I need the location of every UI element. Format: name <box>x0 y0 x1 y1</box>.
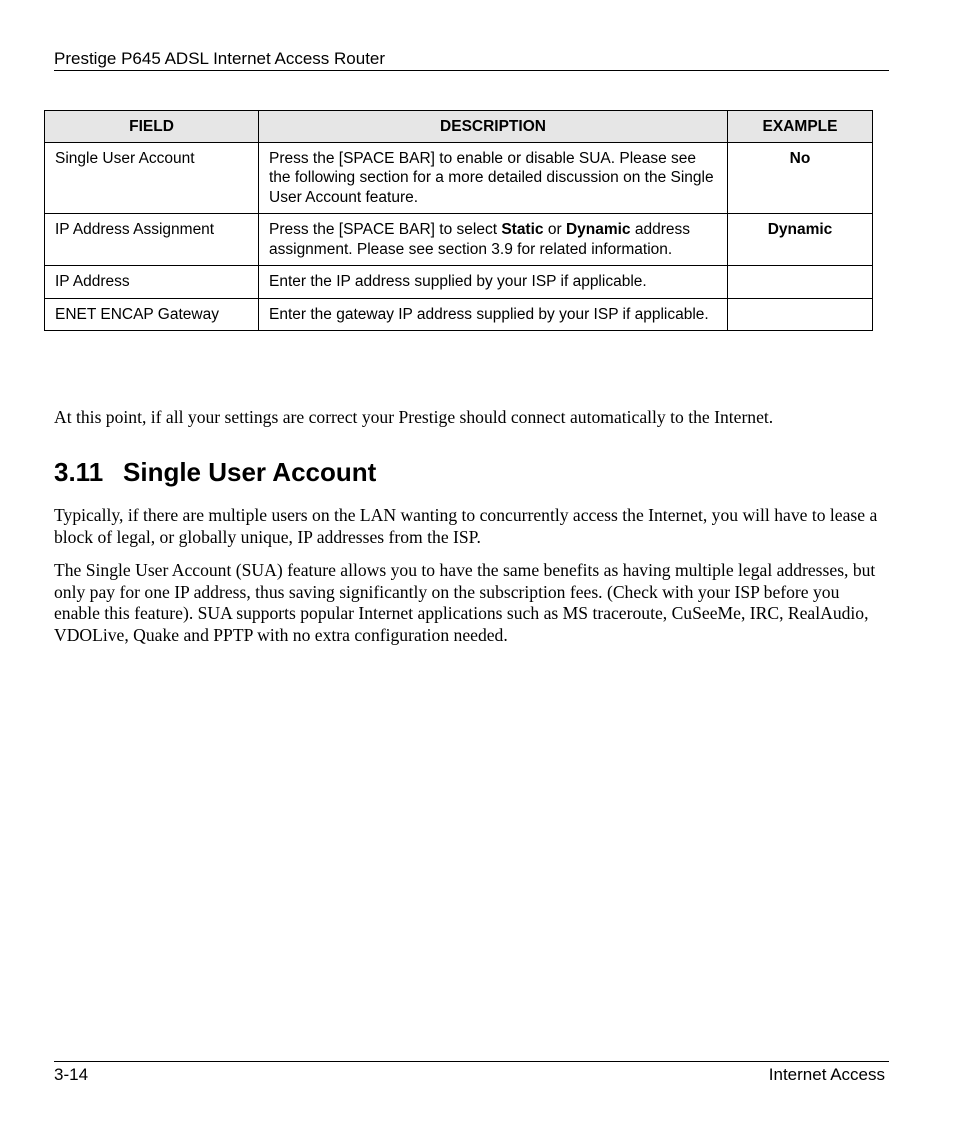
example-cell <box>728 298 873 331</box>
description-bold-dynamic: Dynamic <box>565 221 631 238</box>
column-header-field: FIELD <box>45 111 259 143</box>
example-cell: Dynamic <box>728 214 873 266</box>
section-number: 3.11 <box>54 457 104 487</box>
table-row <box>45 142 873 214</box>
field-cell: ENET ENCAP Gateway <box>45 298 259 331</box>
column-header-description: DESCRIPTION <box>259 111 728 143</box>
footer-divider <box>54 1061 889 1062</box>
table-header-row <box>45 111 873 143</box>
intro-paragraph: At this point, if all your settings are correct your Prestige should connect automatically to the Internet. <box>54 407 774 427</box>
description-text: Press the [SPACE BAR] to select <box>269 221 502 238</box>
table-row <box>45 298 873 331</box>
description-cell: Press the [SPACE BAR] to enable or disable SUA. Please see the following section for a more detailed discussion on the Single User Account feature. <box>259 142 728 214</box>
header-divider <box>54 70 889 71</box>
description-cell: Enter the gateway IP address supplied by your ISP if applicable. <box>259 298 728 331</box>
table-row <box>45 214 873 266</box>
column-header-example: EXAMPLE <box>728 111 873 143</box>
table-row <box>45 266 873 299</box>
chapter-title: Internet Access <box>768 1065 885 1084</box>
description-bold-static: Static <box>501 221 544 238</box>
example-cell: No <box>728 142 873 214</box>
section-title: Single User Account <box>123 457 377 487</box>
field-cell: IP Address <box>45 266 259 299</box>
section-heading <box>54 456 376 488</box>
example-cell <box>728 266 873 299</box>
page-number: 3-14 <box>54 1065 89 1084</box>
field-cell: Single User Account <box>45 142 259 214</box>
body-paragraph: Typically, if there are multiple users on the LAN wanting to concurrently access the Internet, you will have to lease a block of legal, or globally unique, IP addresses from the ISP. <box>54 505 878 547</box>
field-cell: IP Address Assignment <box>45 214 259 266</box>
body-paragraph: The Single User Account (SUA) feature allows you to have the same benefits as having multiple legal addresses, but only pay for one IP address, thus saving significantly on the subscription fees. (Check with your ISP before you enable this feature). SUA supports popular Internet applications such as MS traceroute, CuSeeMe, IRC, RealAudio, VDOLive, Quake and PPTP with no extra configuration needed. <box>54 560 876 645</box>
field-description-table <box>44 110 873 331</box>
description-cell <box>259 214 728 266</box>
page-header-title: Prestige P645 ADSL Internet Access Router <box>54 49 386 68</box>
description-cell: Enter the IP address supplied by your ISP if applicable. <box>259 266 728 299</box>
description-text: address assignment. Please see section 3.9 for related information. <box>269 221 691 258</box>
description-text: or <box>543 221 566 238</box>
